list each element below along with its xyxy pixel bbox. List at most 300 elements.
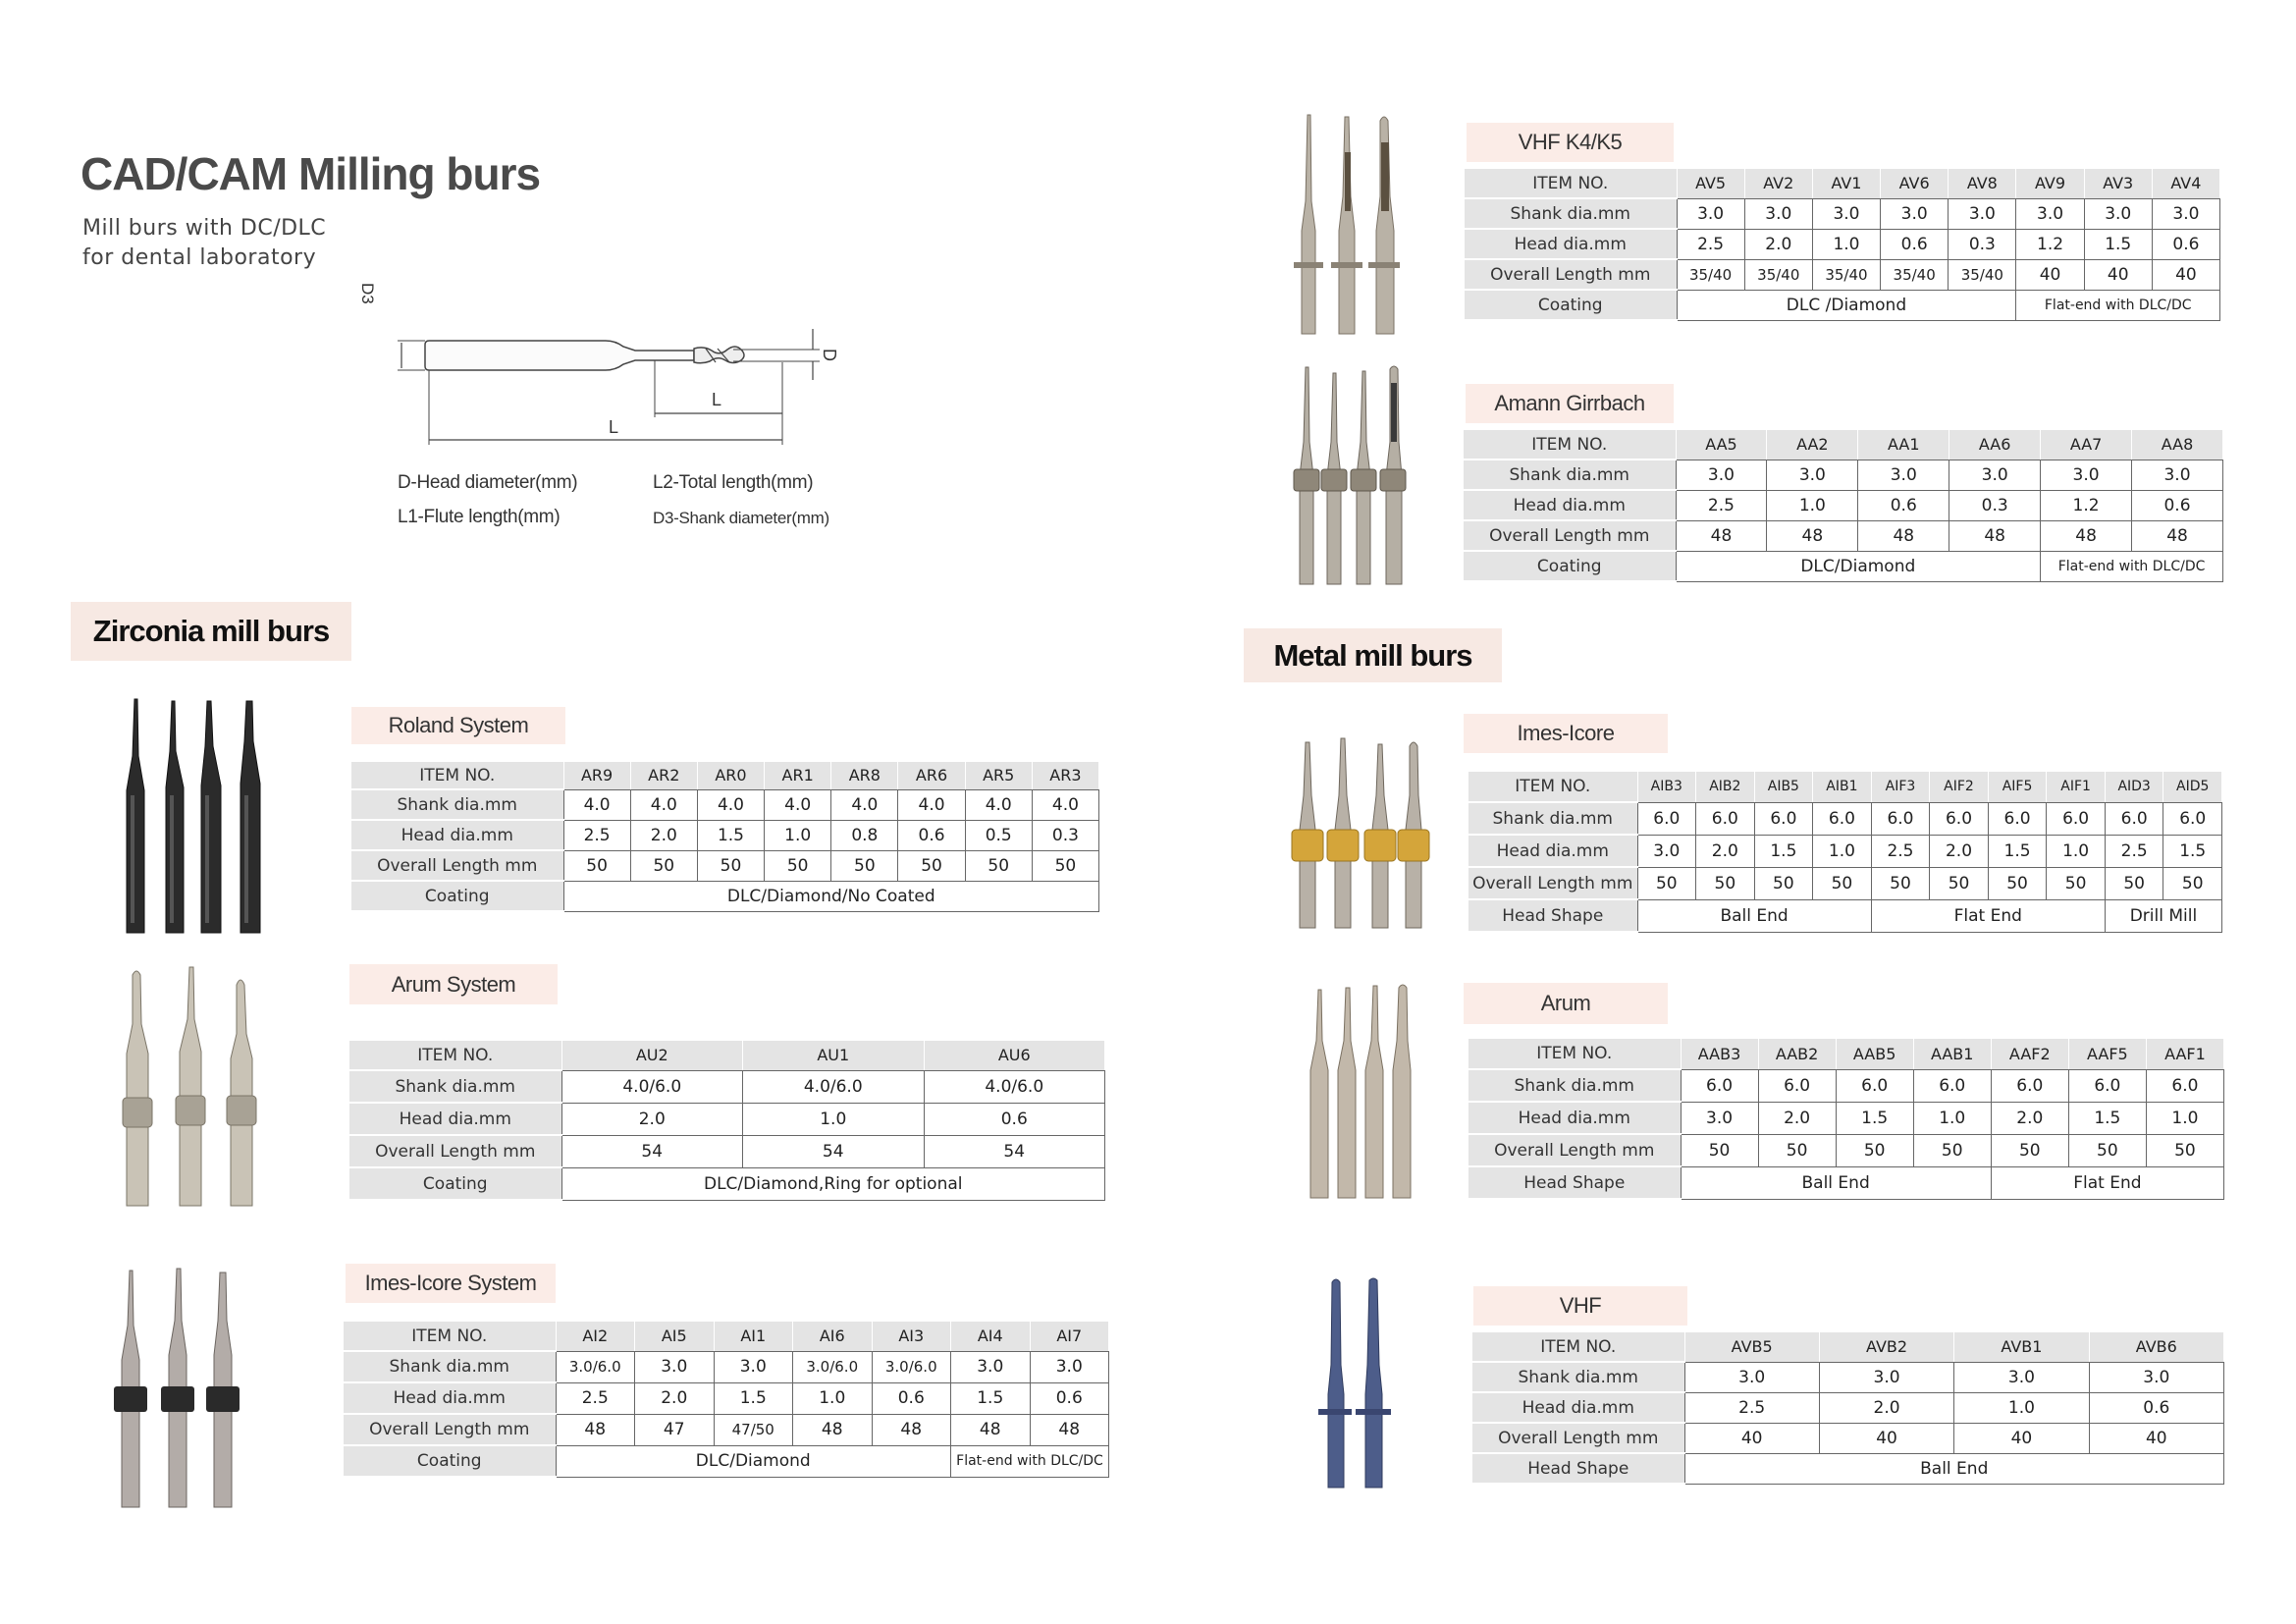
row-head-length: Overall Length mm bbox=[349, 1135, 561, 1167]
cell: 50 bbox=[2047, 867, 2106, 899]
cell: 54 bbox=[743, 1135, 925, 1167]
table-row bbox=[1465, 259, 2220, 290]
row-head-item: ITEM NO. bbox=[1468, 772, 1637, 802]
row-head-length: Overall Length mm bbox=[1468, 867, 1637, 899]
row-head-shank: Shank dia.mm bbox=[1465, 198, 1677, 229]
item-code: AAB3 bbox=[1681, 1039, 1758, 1069]
cell: 40 bbox=[1954, 1423, 2089, 1453]
item-code: AR1 bbox=[765, 762, 831, 789]
table-row bbox=[344, 1445, 1109, 1477]
item-code: AAF1 bbox=[2146, 1039, 2223, 1069]
table-row bbox=[1472, 1453, 2224, 1484]
cell: 3.0 bbox=[1949, 198, 2016, 229]
item-code: AI5 bbox=[635, 1322, 715, 1351]
table-row bbox=[1468, 1039, 2224, 1069]
cell: 0.6 bbox=[1030, 1382, 1109, 1414]
cell: 4.0/6.0 bbox=[743, 1070, 925, 1103]
cell: 47 bbox=[635, 1414, 715, 1445]
cell: 3.0 bbox=[714, 1351, 793, 1382]
cell: 3.0 bbox=[1676, 460, 1767, 490]
table-row bbox=[1468, 1134, 2224, 1166]
cell: 35/40 bbox=[1677, 259, 1744, 290]
shape-cell: Ball End bbox=[1637, 899, 1871, 932]
item-code: AAB5 bbox=[1836, 1039, 1913, 1069]
cell: 6.0 bbox=[2047, 802, 2106, 835]
item-code: AI6 bbox=[793, 1322, 873, 1351]
cell: 0.6 bbox=[2152, 229, 2219, 259]
item-code: AV1 bbox=[1812, 169, 1880, 198]
cell: 6.0 bbox=[2068, 1069, 2146, 1102]
item-code: AAF2 bbox=[1991, 1039, 2068, 1069]
cell: 50 bbox=[1032, 850, 1098, 881]
table-row bbox=[1468, 1102, 2224, 1134]
item-code: AA6 bbox=[1949, 430, 2041, 460]
cell: 6.0 bbox=[1696, 802, 1755, 835]
label-d3: D3 bbox=[358, 283, 377, 304]
cell: 0.6 bbox=[1858, 490, 1949, 520]
table-row bbox=[1465, 290, 2220, 320]
cell: 4.0 bbox=[831, 789, 898, 820]
bur-outline bbox=[425, 341, 694, 370]
cell: 3.0 bbox=[951, 1351, 1031, 1382]
row-head-item: ITEM NO. bbox=[1468, 1039, 1681, 1069]
cell: 6.0 bbox=[1754, 802, 1813, 835]
coating-cell: Flat-end with DLC/DC bbox=[951, 1445, 1109, 1477]
cell: 3.0 bbox=[2016, 198, 2084, 229]
label-d: D bbox=[820, 349, 839, 361]
cell: 1.5 bbox=[2068, 1102, 2146, 1134]
cell: 4.0 bbox=[563, 789, 630, 820]
page-title: CAD/CAM Milling burs bbox=[80, 148, 541, 199]
table-row bbox=[1464, 460, 2223, 490]
cell: 4.0/6.0 bbox=[924, 1070, 1105, 1103]
item-code: AIF3 bbox=[1871, 772, 1930, 802]
cell: 2.0 bbox=[1696, 835, 1755, 867]
table-vhf-k4k5 bbox=[1465, 169, 2220, 321]
item-code: AA5 bbox=[1676, 430, 1767, 460]
row-head-item: ITEM NO. bbox=[349, 1041, 561, 1070]
cell: 6.0 bbox=[1813, 802, 1872, 835]
cell: 50 bbox=[1758, 1134, 1836, 1166]
cell: 2.5 bbox=[556, 1382, 635, 1414]
cell: 2.0 bbox=[630, 820, 697, 850]
arum-metal-burs-image bbox=[1301, 982, 1418, 1203]
cell: 0.6 bbox=[2089, 1392, 2223, 1423]
row-head-item: ITEM NO. bbox=[1464, 430, 1676, 460]
cell: 50 bbox=[697, 850, 764, 881]
cell: 2.5 bbox=[1684, 1392, 1819, 1423]
cell: 48 bbox=[2041, 520, 2132, 551]
row-head-head: Head dia.mm bbox=[1468, 1102, 1681, 1134]
table-row bbox=[351, 820, 1099, 850]
cell: 48 bbox=[793, 1414, 873, 1445]
cell: 0.3 bbox=[1949, 490, 2041, 520]
table-row bbox=[1468, 802, 2222, 835]
row-head-length: Overall Length mm bbox=[1465, 259, 1677, 290]
cell: 0.6 bbox=[924, 1103, 1105, 1135]
item-code: AI1 bbox=[714, 1322, 793, 1351]
cell: 6.0 bbox=[1637, 802, 1696, 835]
table-row bbox=[349, 1103, 1105, 1135]
cell: 3.0 bbox=[635, 1351, 715, 1382]
row-head-head: Head dia.mm bbox=[344, 1382, 556, 1414]
cell: 6.0 bbox=[1681, 1069, 1758, 1102]
cell: 1.2 bbox=[2016, 229, 2084, 259]
row-head-head: Head dia.mm bbox=[1465, 229, 1677, 259]
coating-cell: DLC/Diamond bbox=[556, 1445, 951, 1477]
item-code: AI7 bbox=[1030, 1322, 1109, 1351]
cell: 0.6 bbox=[872, 1382, 951, 1414]
row-head-item: ITEM NO. bbox=[1465, 169, 1677, 198]
coating-cell: DLC /Diamond bbox=[1677, 290, 2016, 320]
item-code: AR2 bbox=[630, 762, 697, 789]
table-row bbox=[1468, 867, 2222, 899]
cell: 4.0 bbox=[1032, 789, 1098, 820]
table-row bbox=[1468, 1166, 2224, 1199]
imes-system-burs-image bbox=[108, 1267, 245, 1512]
table-row bbox=[1464, 430, 2223, 460]
table-row bbox=[351, 881, 1099, 911]
table-row bbox=[1468, 1069, 2224, 1102]
cell: 2.0 bbox=[635, 1382, 715, 1414]
item-code: AR0 bbox=[697, 762, 764, 789]
row-head-shank: Shank dia.mm bbox=[1472, 1362, 1684, 1392]
cell: 2.5 bbox=[1676, 490, 1767, 520]
table-row bbox=[1468, 835, 2222, 867]
shape-cell: Flat End bbox=[1871, 899, 2105, 932]
label-vhf: VHF bbox=[1473, 1286, 1687, 1326]
cell: 3.0 bbox=[1637, 835, 1696, 867]
row-head-head: Head dia.mm bbox=[1464, 490, 1676, 520]
cell: 0.5 bbox=[965, 820, 1032, 850]
table-arum-system bbox=[349, 1041, 1105, 1201]
cell: 3.0 bbox=[1858, 460, 1949, 490]
row-head-item: ITEM NO. bbox=[351, 762, 563, 789]
cell: 48 bbox=[556, 1414, 635, 1445]
cell: 4.0 bbox=[898, 789, 965, 820]
item-code: AU6 bbox=[924, 1041, 1105, 1070]
cell: 35/40 bbox=[1812, 259, 1880, 290]
cell: 50 bbox=[2105, 867, 2163, 899]
cell: 3.0 bbox=[2132, 460, 2223, 490]
roland-burs-image bbox=[113, 697, 285, 938]
row-head-head: Head dia.mm bbox=[1468, 835, 1637, 867]
item-code: AI3 bbox=[872, 1322, 951, 1351]
cell: 50 bbox=[2146, 1134, 2223, 1166]
shape-cell: Flat End bbox=[1991, 1166, 2223, 1199]
cell: 6.0 bbox=[2105, 802, 2163, 835]
item-code: AVB5 bbox=[1684, 1332, 1819, 1362]
cell: 50 bbox=[1991, 1134, 2068, 1166]
cell: 40 bbox=[2089, 1423, 2223, 1453]
item-code: AV4 bbox=[2152, 169, 2219, 198]
table-row bbox=[344, 1414, 1109, 1445]
cell: 50 bbox=[1836, 1134, 1913, 1166]
cell: 1.0 bbox=[1813, 835, 1872, 867]
table-row bbox=[349, 1041, 1105, 1070]
cell: 50 bbox=[2163, 867, 2222, 899]
table-imes-system bbox=[344, 1322, 1109, 1478]
item-code: AIB1 bbox=[1813, 772, 1872, 802]
item-code: AU1 bbox=[743, 1041, 925, 1070]
cell: 50 bbox=[1913, 1134, 1991, 1166]
cell: 50 bbox=[630, 850, 697, 881]
coating-cell: Flat-end with DLC/DC bbox=[2016, 290, 2220, 320]
cell: 0.6 bbox=[1881, 229, 1949, 259]
cell: 1.0 bbox=[793, 1382, 873, 1414]
cell: 3.0/6.0 bbox=[793, 1351, 873, 1382]
cell: 4.0 bbox=[765, 789, 831, 820]
cell: 1.5 bbox=[951, 1382, 1031, 1414]
cell: 3.0 bbox=[1949, 460, 2041, 490]
cell: 48 bbox=[1030, 1414, 1109, 1445]
cell: 2.5 bbox=[1677, 229, 1744, 259]
item-code: AV9 bbox=[2016, 169, 2084, 198]
arum-system-burs-image bbox=[113, 965, 270, 1211]
cell: 3.0 bbox=[2089, 1362, 2223, 1392]
cell: 50 bbox=[1988, 867, 2047, 899]
table-amann bbox=[1464, 430, 2223, 582]
vhf-k4k5-burs-image bbox=[1286, 113, 1404, 339]
cell: 3.0/6.0 bbox=[872, 1351, 951, 1382]
table-row bbox=[1465, 169, 2220, 198]
item-code: AIB5 bbox=[1754, 772, 1813, 802]
bur-dimension-diagram bbox=[358, 283, 859, 452]
label-amann: Amann Girrbach bbox=[1466, 384, 1674, 423]
table-arum-metal bbox=[1468, 1039, 2224, 1200]
row-head-shape: Head Shape bbox=[1468, 1166, 1681, 1199]
table-row bbox=[1472, 1362, 2224, 1392]
cell: 2.5 bbox=[2105, 835, 2163, 867]
cell: 48 bbox=[1858, 520, 1949, 551]
row-head-length: Overall Length mm bbox=[1464, 520, 1676, 551]
row-head-coating: Coating bbox=[349, 1167, 561, 1200]
coating-cell: DLC/Diamond,Ring for optional bbox=[561, 1167, 1105, 1200]
cell: 1.2 bbox=[2041, 490, 2132, 520]
cell: 0.8 bbox=[831, 820, 898, 850]
cell: 1.0 bbox=[1812, 229, 1880, 259]
row-head-shank: Shank dia.mm bbox=[1468, 1069, 1681, 1102]
cell: 3.0 bbox=[2152, 198, 2219, 229]
cell: 50 bbox=[1681, 1134, 1758, 1166]
row-head-shape: Head Shape bbox=[1472, 1453, 1684, 1484]
table-row bbox=[1464, 520, 2223, 551]
item-code: AIB2 bbox=[1696, 772, 1755, 802]
cell: 2.0 bbox=[1744, 229, 1812, 259]
cell: 3.0 bbox=[1681, 1102, 1758, 1134]
row-head-length: Overall Length mm bbox=[344, 1414, 556, 1445]
cell: 6.0 bbox=[1913, 1069, 1991, 1102]
cell: 50 bbox=[1930, 867, 1989, 899]
cell: 35/40 bbox=[1881, 259, 1949, 290]
table-row bbox=[1468, 899, 2222, 932]
cell: 3.0 bbox=[1744, 198, 1812, 229]
cell: 1.5 bbox=[1988, 835, 2047, 867]
row-head-head: Head dia.mm bbox=[349, 1103, 561, 1135]
item-code: AVB6 bbox=[2089, 1332, 2223, 1362]
row-head-head: Head dia.mm bbox=[351, 820, 563, 850]
cell: 1.5 bbox=[2163, 835, 2222, 867]
subtitle-line-1: Mill burs with DC/DLC bbox=[82, 216, 327, 241]
cell: 2.0 bbox=[1758, 1102, 1836, 1134]
vhf-burs-image bbox=[1310, 1276, 1399, 1492]
subtitle-line-2: for dental laboratory bbox=[82, 245, 317, 270]
table-roland bbox=[351, 762, 1099, 912]
cell: 47/50 bbox=[714, 1414, 793, 1445]
row-head-coating: Coating bbox=[1464, 551, 1676, 581]
cell: 1.5 bbox=[2084, 229, 2152, 259]
cell: 35/40 bbox=[1744, 259, 1812, 290]
cell: 6.0 bbox=[2146, 1069, 2223, 1102]
shape-cell: Ball End bbox=[1684, 1453, 2224, 1484]
cell: 54 bbox=[924, 1135, 1105, 1167]
legend-total-length: L2-Total length(mm) bbox=[653, 472, 814, 493]
cell: 3.0 bbox=[1767, 460, 1858, 490]
coating-cell: DLC/Diamond bbox=[1676, 551, 2041, 581]
cell: 50 bbox=[1637, 867, 1696, 899]
item-code: AAB2 bbox=[1758, 1039, 1836, 1069]
row-head-length: Overall Length mm bbox=[351, 850, 563, 881]
cell: 2.5 bbox=[563, 820, 630, 850]
cell: 1.0 bbox=[765, 820, 831, 850]
cell: 48 bbox=[872, 1414, 951, 1445]
item-code: AR8 bbox=[831, 762, 898, 789]
cell: 6.0 bbox=[2163, 802, 2222, 835]
cell: 4.0 bbox=[630, 789, 697, 820]
section-metal: Metal mill burs bbox=[1244, 628, 1502, 682]
row-head-item: ITEM NO. bbox=[1472, 1332, 1684, 1362]
cell: 48 bbox=[1676, 520, 1767, 551]
item-code: AIF1 bbox=[2047, 772, 2106, 802]
label-arum-system: Arum System bbox=[349, 964, 558, 1004]
label-total-length: L bbox=[609, 417, 619, 437]
cell: 1.0 bbox=[2146, 1102, 2223, 1134]
item-code: AR6 bbox=[898, 762, 965, 789]
cell: 35/40 bbox=[1949, 259, 2016, 290]
cell: 3.0 bbox=[1954, 1362, 2089, 1392]
cell: 1.0 bbox=[1913, 1102, 1991, 1134]
table-row bbox=[351, 789, 1099, 820]
row-head-shank: Shank dia.mm bbox=[351, 789, 563, 820]
cell: 3.0 bbox=[1684, 1362, 1819, 1392]
cell: 6.0 bbox=[1991, 1069, 2068, 1102]
cell: 50 bbox=[831, 850, 898, 881]
cell: 2.0 bbox=[1819, 1392, 1953, 1423]
label-roland: Roland System bbox=[351, 707, 565, 744]
cell: 1.5 bbox=[697, 820, 764, 850]
cell: 1.0 bbox=[1954, 1392, 2089, 1423]
cell: 1.0 bbox=[1767, 490, 1858, 520]
cell: 50 bbox=[2068, 1134, 2146, 1166]
table-row bbox=[344, 1322, 1109, 1351]
table-imes-metal bbox=[1468, 772, 2222, 933]
cell: 3.0 bbox=[1677, 198, 1744, 229]
cell: 48 bbox=[1767, 520, 1858, 551]
cell: 50 bbox=[563, 850, 630, 881]
row-head-shape: Head Shape bbox=[1468, 899, 1637, 932]
legend-head-diameter: D-Head diameter(mm) bbox=[398, 472, 578, 493]
cell: 1.5 bbox=[714, 1382, 793, 1414]
coating-cell: Flat-end with DLC/DC bbox=[2041, 551, 2223, 581]
cell: 0.6 bbox=[898, 820, 965, 850]
cell: 3.0 bbox=[1819, 1362, 1953, 1392]
item-code: AA7 bbox=[2041, 430, 2132, 460]
cell: 3.0 bbox=[2084, 198, 2152, 229]
table-row bbox=[1464, 551, 2223, 581]
cell: 6.0 bbox=[1988, 802, 2047, 835]
table-row bbox=[1472, 1392, 2224, 1423]
row-head-length: Overall Length mm bbox=[1472, 1423, 1684, 1453]
table-row bbox=[351, 850, 1099, 881]
item-code: AV3 bbox=[2084, 169, 2152, 198]
table-row bbox=[1465, 229, 2220, 259]
cell: 50 bbox=[1754, 867, 1813, 899]
item-code: AIF2 bbox=[1930, 772, 1989, 802]
cell: 3.0/6.0 bbox=[556, 1351, 635, 1382]
cell: 1.0 bbox=[743, 1103, 925, 1135]
cell: 6.0 bbox=[1871, 802, 1930, 835]
item-code: AAB1 bbox=[1913, 1039, 1991, 1069]
label-imes-metal: Imes-Icore bbox=[1464, 714, 1668, 753]
label-flute-length: L bbox=[712, 390, 722, 409]
item-code: AIB3 bbox=[1637, 772, 1696, 802]
cell: 40 bbox=[2016, 259, 2084, 290]
cell: 54 bbox=[561, 1135, 743, 1167]
cell: 4.0 bbox=[965, 789, 1032, 820]
cell: 3.0 bbox=[1812, 198, 1880, 229]
table-row bbox=[344, 1351, 1109, 1382]
row-head-coating: Coating bbox=[344, 1445, 556, 1477]
cell: 6.0 bbox=[1930, 802, 1989, 835]
item-code: AR3 bbox=[1032, 762, 1098, 789]
item-code: AV2 bbox=[1744, 169, 1812, 198]
item-code: AA2 bbox=[1767, 430, 1858, 460]
item-code: AI2 bbox=[556, 1322, 635, 1351]
item-code: AR9 bbox=[563, 762, 630, 789]
row-head-shank: Shank dia.mm bbox=[1464, 460, 1676, 490]
item-code: AV5 bbox=[1677, 169, 1744, 198]
cell: 2.0 bbox=[1991, 1102, 2068, 1134]
table-row bbox=[1468, 772, 2222, 802]
cell: 0.3 bbox=[1032, 820, 1098, 850]
cell: 0.6 bbox=[2132, 490, 2223, 520]
row-head-shank: Shank dia.mm bbox=[344, 1351, 556, 1382]
item-code: AID5 bbox=[2163, 772, 2222, 802]
cell: 4.0 bbox=[697, 789, 764, 820]
cell: 40 bbox=[1819, 1423, 1953, 1453]
table-row bbox=[344, 1382, 1109, 1414]
cell: 48 bbox=[1949, 520, 2041, 551]
item-code: AV6 bbox=[1881, 169, 1949, 198]
cell: 50 bbox=[1871, 867, 1930, 899]
page-subtitle bbox=[82, 214, 326, 273]
item-code: AIF5 bbox=[1988, 772, 2047, 802]
cell: 0.3 bbox=[1949, 229, 2016, 259]
row-head-coating: Coating bbox=[1465, 290, 1677, 320]
cell: 1.0 bbox=[2047, 835, 2106, 867]
table-vhf bbox=[1472, 1332, 2224, 1485]
item-code: AA8 bbox=[2132, 430, 2223, 460]
cell: 2.0 bbox=[1930, 835, 1989, 867]
item-code: AU2 bbox=[561, 1041, 743, 1070]
label-imes-system: Imes-Icore System bbox=[346, 1264, 556, 1303]
cell: 6.0 bbox=[1758, 1069, 1836, 1102]
cell: 40 bbox=[1684, 1423, 1819, 1453]
row-head-item: ITEM NO. bbox=[344, 1322, 556, 1351]
table-row bbox=[1472, 1332, 2224, 1362]
imes-metal-burs-image bbox=[1284, 736, 1431, 933]
cell: 40 bbox=[2152, 259, 2219, 290]
